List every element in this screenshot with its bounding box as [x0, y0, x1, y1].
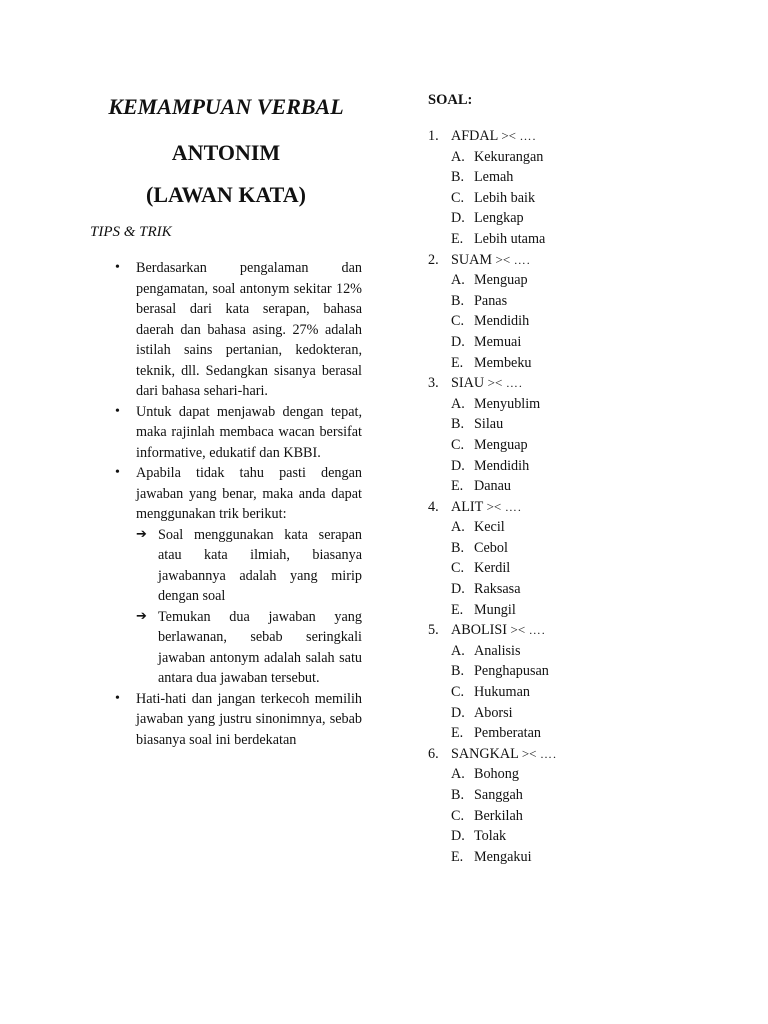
question-item [428, 744, 748, 868]
answer-option [428, 785, 748, 806]
answer-option [428, 414, 748, 435]
question-number: 4. [428, 498, 439, 515]
tip-item [90, 258, 362, 402]
answer-option [428, 147, 748, 168]
option-letter: C. [451, 684, 465, 701]
option-letter: E. [451, 478, 464, 495]
option-letter: C. [451, 807, 465, 824]
option-letter: D. [451, 704, 465, 721]
answer-option [428, 682, 748, 703]
option-letter: C. [451, 436, 465, 453]
option-letter: B. [451, 292, 465, 309]
question-line [428, 497, 748, 518]
option-letter: B. [451, 169, 465, 186]
answer-option [428, 291, 748, 312]
trick-item [136, 607, 362, 689]
answer-option [428, 847, 748, 868]
answer-option [428, 188, 748, 209]
trick-text: Soal menggunakan kata serapan atau kata ilmiah, biasanya jawabannya adalah yang mirip dengan soal [158, 526, 362, 604]
option-text: Mendidih [474, 313, 530, 330]
arrow-right-icon: ➔ [136, 608, 147, 624]
question-word: SIAU [451, 375, 485, 392]
antonym-operator: >< [495, 251, 511, 267]
answer-option [428, 353, 748, 374]
option-text: Analisis [474, 642, 521, 659]
option-text: Kerdil [474, 560, 511, 577]
option-letter: B. [451, 787, 465, 803]
tip-text: Hati-hati dan jangan terkecoh memilih jawaban yang justru sinonimnya, sebab biasanya soal ini berdekatan [136, 690, 362, 748]
question-word: SUAM [451, 251, 492, 268]
option-text: Penghapusan [474, 663, 549, 680]
answer-option [428, 311, 748, 332]
question-item [428, 250, 748, 374]
option-letter: E. [451, 601, 464, 618]
tip-item [90, 689, 362, 751]
option-letter: C. [451, 560, 465, 577]
bullet-icon: • [115, 465, 120, 480]
title-lawan-kata: (LAWAN KATA) [146, 182, 306, 207]
question-line [428, 744, 748, 765]
option-text: Bohong [474, 766, 519, 783]
option-letter: B. [451, 539, 465, 556]
option-list [428, 641, 748, 744]
question-ellipsis: …. [505, 376, 523, 391]
option-letter: D. [451, 333, 465, 350]
antonym-operator: >< [501, 128, 516, 143]
answer-option [428, 641, 748, 662]
option-list [428, 394, 748, 497]
option-list [428, 147, 748, 250]
question-item [428, 620, 748, 744]
arrow-right-icon: ➔ [136, 526, 147, 542]
option-letter: A. [451, 766, 465, 783]
answer-option [428, 229, 748, 250]
option-text: Membeku [474, 354, 532, 371]
question-number: 3. [428, 375, 439, 392]
option-text: Lebih utama [474, 230, 546, 247]
answer-option [428, 208, 748, 229]
question-number: 5. [428, 622, 439, 639]
question-word: ALIT [451, 498, 484, 515]
option-letter: A. [451, 395, 465, 412]
question-line [428, 620, 748, 641]
answer-option [428, 517, 748, 538]
option-text: Menguap [474, 272, 528, 289]
option-text: Mengakui [474, 848, 532, 865]
question-number: 6. [428, 745, 439, 762]
answer-option [428, 476, 748, 497]
answer-option [428, 703, 748, 724]
option-text: Danau [474, 478, 512, 495]
answer-option [428, 332, 748, 353]
option-letter: D. [451, 828, 465, 845]
question-line [428, 250, 748, 271]
bullet-icon: • [115, 403, 120, 419]
option-text: Lemah [474, 169, 514, 186]
option-text: Berkilah [474, 807, 523, 824]
option-letter: D. [451, 581, 465, 598]
option-letter: D. [451, 210, 465, 227]
question-ellipsis: …. [528, 623, 546, 638]
option-text: Memuai [474, 333, 522, 350]
question-word: SANGKAL [451, 745, 519, 762]
option-letter: A. [451, 148, 465, 165]
bullet-icon: • [115, 690, 120, 706]
option-list [428, 764, 748, 867]
answer-option [428, 394, 748, 415]
question-line [428, 126, 748, 147]
antonym-operator: >< [510, 622, 526, 638]
option-letter: A. [451, 272, 465, 289]
answer-option [428, 558, 748, 579]
answer-option [428, 661, 748, 682]
answer-option [428, 764, 748, 785]
option-text: Mendidih [474, 457, 530, 474]
answer-option [428, 723, 748, 744]
option-text: Aborsi [474, 704, 513, 721]
answer-option [428, 270, 748, 291]
answer-option [428, 579, 748, 600]
option-letter: A. [451, 642, 465, 659]
answer-option [428, 167, 748, 188]
tip-text: Untuk dapat menjawab dengan tepat, maka rajinlah membaca wacan bersifat informative, edukatif dan KBBI. [136, 403, 362, 461]
option-text: Lengkap [474, 210, 524, 227]
option-text: Tolak [474, 828, 507, 845]
tip-item [90, 463, 362, 689]
title-kemampuan-verbal: KEMAMPUAN VERBAL [108, 94, 344, 119]
option-text: Cebol [474, 539, 508, 556]
question-item [428, 126, 748, 250]
option-letter: C. [451, 313, 465, 330]
trick-text: Temukan dua jawaban yang berlawanan, sebab seringkali jawaban antonym adalah salah satu antara dua jawaban tersebut. [158, 608, 362, 686]
antonym-operator: >< [487, 375, 503, 391]
option-letter: D. [451, 457, 465, 474]
option-letter: E. [451, 848, 464, 865]
antonym-operator: >< [486, 498, 502, 514]
question-line [428, 373, 748, 394]
option-text: Pemberatan [474, 725, 541, 742]
option-letter: E. [451, 230, 464, 247]
option-letter: B. [451, 416, 465, 433]
tip-item [90, 402, 362, 464]
option-text: Raksasa [474, 581, 521, 598]
option-list [428, 270, 748, 373]
question-list [428, 126, 748, 867]
answer-option [428, 600, 748, 621]
answer-option [428, 435, 748, 456]
tip-text: Apabila tidak tahu pasti dengan jawaban yang benar, maka anda dapat menggunakan trik berikut: [136, 465, 362, 522]
question-item [428, 373, 748, 497]
question-ellipsis: …. [519, 129, 537, 143]
question-ellipsis: …. [513, 252, 531, 267]
option-letter: E. [451, 725, 464, 742]
option-text: Kecil [474, 519, 505, 536]
option-text: Mungil [474, 601, 516, 618]
answer-option [428, 538, 748, 559]
answer-option [428, 456, 748, 477]
option-text: Silau [474, 416, 504, 433]
answer-option [428, 806, 748, 827]
tip-text: Berdasarkan pengalaman dan pengamatan, soal antonym sekitar 12% berasal dari kata serapan, bahasa daerah dan bahasa asing. 27% adalah istilah sains pertanian, kedokteran, teknik, dll. Sedangkan sisanya berasal dari bahasa sehari-hari. [136, 260, 362, 399]
question-ellipsis: …. [504, 499, 522, 514]
trick-list [136, 525, 362, 689]
option-list [428, 517, 748, 620]
trick-item [136, 525, 362, 607]
question-number: 2. [428, 251, 439, 268]
title-antonim: ANTONIM [171, 140, 281, 165]
tips-list [90, 258, 362, 750]
option-text: Menyublim [474, 395, 541, 412]
answer-option [428, 826, 748, 847]
option-text: Kekurangan [474, 148, 544, 165]
option-text: Hukuman [474, 684, 530, 701]
question-number: 1. [428, 128, 439, 144]
tips-heading: TIPS & TRIK [90, 224, 172, 240]
question-ellipsis: …. [540, 746, 558, 761]
option-letter: C. [451, 189, 465, 206]
option-letter: A. [451, 519, 465, 536]
question-word: AFDAL [451, 128, 498, 144]
bullet-icon: • [115, 260, 120, 275]
option-text: Menguap [474, 436, 528, 453]
question-item [428, 497, 748, 621]
option-letter: B. [451, 663, 465, 680]
option-text: Sanggah [474, 787, 523, 803]
antonym-operator: >< [521, 745, 537, 761]
option-text: Lebih baik [474, 189, 536, 206]
question-word: ABOLISI [451, 622, 507, 639]
option-text: Panas [474, 292, 508, 309]
soal-heading: SOAL: [428, 92, 473, 108]
option-letter: E. [451, 354, 464, 371]
